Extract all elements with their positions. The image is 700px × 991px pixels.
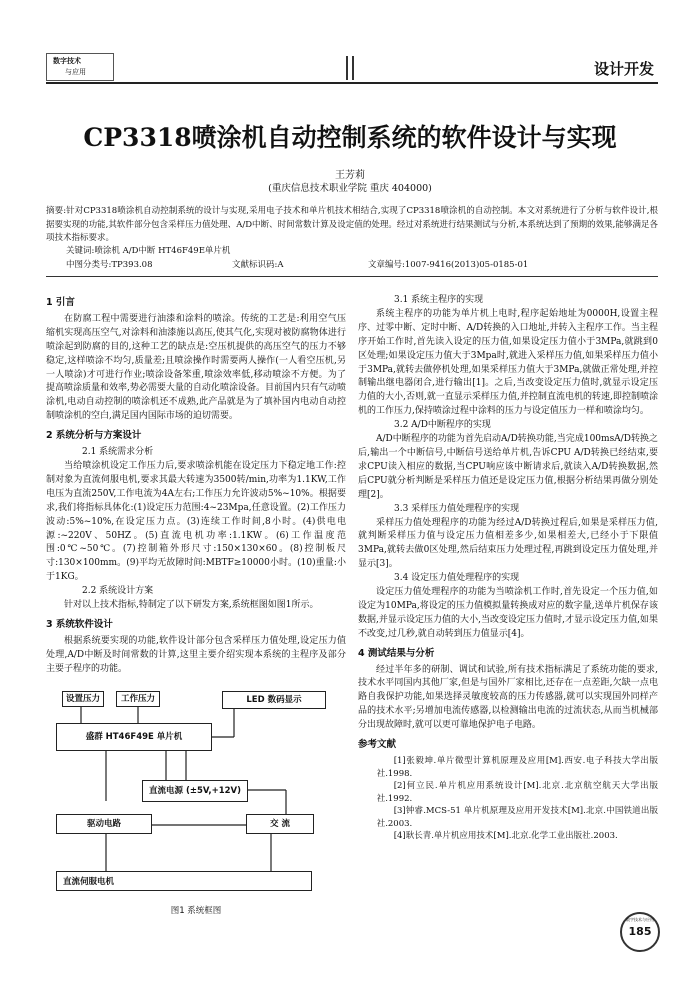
heading-analysis: 2 系统分析与方案设计 bbox=[46, 430, 142, 442]
para-software: 根据系统要实现的功能,软件设计部分包含采样压力值处理,设定压力值处理,A/D中断及时间常数的计算,这里主要介绍实现本系统的主程序及部分主要子程序的功能。 bbox=[46, 635, 346, 674]
abstract: 摘要:针对CP3318喷涂机自动控制系统的设计与实现,采用电子技术和单片机技术相结合,实现了CP3318喷涂机的自动控制。本文对系统进行了分析与软件设计,根据要实现的功能,其软件部分包含采样压力值处理、A/D中断、时间常数计算及设定值的处理。经过对系统进行结果测试与分析,本系统达到了预期的效果,能够满足各项技术指标要求。 bbox=[46, 206, 658, 243]
logo-line2: 与应用 bbox=[65, 68, 86, 76]
section-tag: 设计开发 bbox=[593, 60, 654, 78]
page-header bbox=[0, 0, 700, 92]
reference-item: [2]何立民.单片机应用系统设计[M].北京.北京航空航天大学出版社.1992. bbox=[376, 781, 658, 804]
heading-software: 3 系统软件设计 bbox=[46, 618, 113, 630]
heading-design: 2.2 系统设计方案 bbox=[82, 586, 154, 597]
servo-motor-box: 直流伺服电机 bbox=[56, 871, 312, 891]
para-requirements: 当给喷涂机设定工作压力后,要求喷涂机能在设定压力下稳定地工作:控制对象为直流伺服电机,要求其最大转速为3500转/min,功率为1.1KW,工作电压为直流250V,工作电流为4A左右;工作压力允许波动5%~10%。根据要求,我们将指标具体化:(1)设定压力范围:4~23Mpa,任意设置。(2)工作压力波动:5%~10%,在设定压力点。(3)连续工作时间,8小时。(4)供电电源:~220V、50HZ。(5)直流电机功率:1.1KW。(6)工作温度范围:0℃~50℃。(7)控制箱外形尺寸:150×130×60。(8)控制板尺寸:130×100mm。(9)平均无故障时间:MBTF≥10000小时。(10)重量:小于1KG。 bbox=[46, 460, 346, 583]
page-number-seal bbox=[620, 912, 660, 952]
journal-logo bbox=[46, 53, 114, 81]
page-number: 185 bbox=[628, 925, 652, 938]
header-divider bbox=[352, 56, 354, 80]
heading-requirements: 2.1 系统需求分析 bbox=[82, 447, 154, 458]
heading-references: 参考文献 bbox=[358, 739, 397, 751]
header-rule bbox=[46, 82, 658, 84]
keywords: 关键词:喷涂机 A/D中断 HT46F49E单片机 bbox=[66, 246, 231, 256]
seal-text: 数字技术与应用 bbox=[626, 917, 654, 922]
author: 王芳莉 bbox=[335, 170, 365, 181]
para-set-pressure: 设定压力值处理程序的功能为当喷涂机工作时,首先设定一个压力值,如设定为10MPa,将设定的压力值模拟量转换成对应的数字量,送单片机保存该数据,并显示设定压力值的大小,当改变设定压力值时,才显示设定压力值,如果不改变,过几秒,就自动转到压力值显示[4]。 bbox=[358, 587, 658, 639]
drive-circuit-box: 驱动电路 bbox=[56, 814, 152, 834]
heading-intro: 1 引言 bbox=[46, 297, 75, 308]
affiliation: (重庆信息技术职业学院 重庆 404000) bbox=[268, 183, 432, 194]
figure-caption: 图1 系统框图 bbox=[170, 905, 222, 916]
heading-test: 4 测试结果与分析 bbox=[358, 647, 435, 659]
heading-set-pressure: 3.4 设定压力值处理程序的实现 bbox=[394, 573, 520, 584]
article-number: 文章编号:1007-9416(2013)05-0185-01 bbox=[368, 260, 529, 270]
article-title: CP3318喷涂机自动控制系统的软件设计与实现 bbox=[83, 123, 617, 152]
header-divider bbox=[346, 56, 348, 80]
para-sample-pressure: 采样压力值处理程序的功能为经过A/D转换过程后,如果是采样压力值,就判断采样压力值与设定压力值相差多少,如果相差大,已经小于下限值3MPa,就转去做0区处理,然后结束压力处理过程,再跳到设定压力值处理,并显示[3]。 bbox=[358, 517, 658, 570]
heading-ad-interrupt: 3.2 A/D中断程序的实现 bbox=[394, 420, 491, 431]
logo-line1: 数字技术 bbox=[53, 56, 81, 65]
reference-item: [4]耿长青.单片机应用技术[M].北京.化学工业出版社.2003. bbox=[393, 831, 618, 841]
abstract-divider bbox=[46, 276, 658, 277]
para-design: 针对以上技术指标,特制定了以下研发方案,系统框图如图1所示。 bbox=[64, 600, 319, 611]
doc-code: 文献标识码:A bbox=[232, 260, 284, 270]
para-ad-interrupt: A/D中断程序的功能为首先启动A/D转换功能,当完成100msA/D转换之后,输出一个中断信号,中断信号送给单片机,告诉CPU A/D转换已经结束,要求CPU读入相应的数据,当CPU响应该中断请求后,就读入A/D转换数据,然后CPU就分析判断是采样压力值还是设定压力值,根据分析结果再做分别处理[2]。 bbox=[358, 434, 658, 500]
heading-main-program: 3.1 系统主程序的实现 bbox=[394, 295, 484, 305]
reference-item: [3]钟睿.MCS-51 单片机原理及应用开发技术[M].北京.中国铁道出版社.2003. bbox=[376, 806, 658, 829]
clc-number: 中图分类号:TP393.08 bbox=[66, 260, 153, 270]
system-block-diagram bbox=[46, 683, 336, 903]
dc-power-box: 直流电源 (±5V,+12V) bbox=[142, 780, 248, 802]
set-pressure-box: 设置压力 bbox=[62, 691, 104, 707]
para-intro: 在防腐工程中需要进行油漆和涂料的喷涂。传统的工艺是:利用空气压缩机实现高压空气,对涂料和油漆施以高压,使其气化,实现对被防腐物体进行喷涂起到防腐的目的,这种工艺的缺点是:空压机提供的高压空气的压力不够稳定,这样喷涂不均匀,质量差;且喷涂操作时需要两人操作(一人看空压机,另一人喷涂)才可进行作业;喷涂设备笨重,喷涂效率低,移动喷涂不方便。为了提高喷涂质量和效率,势必需要大量的自动化喷涂设备。目前国内只有气动喷涂机,电动自动控制的喷涂机还不成熟,此产品就是为了填补国内电动自动控制喷涂机的空白,满足国内国际市场的迫切需要。 bbox=[46, 313, 346, 422]
right-column bbox=[358, 294, 658, 843]
para-test: 经过半年多的研制、调试和试验,所有技术指标满足了系统功能的要求,技术水平同国内其他厂家,但是与国外厂家相比,还存在一点差距,欠缺一点电路自我保护功能,如果选择灵敏度较高的压力传感器,就可以实现国外同样产品的技术水平;另增加电流传感器,以检测输出电流的过流状态,从而当机械部分出现故障时,就可以更可靠地保护电子电路。 bbox=[358, 664, 658, 731]
mcu-box: 盛群 HT46F49E 单片机 bbox=[56, 723, 212, 751]
heading-sample-pressure: 3.3 采样压力值处理程序的实现 bbox=[394, 503, 520, 514]
left-column bbox=[46, 291, 346, 918]
para-main-program: 系统主程序的功能为单片机上电时,程序起始地址为0000H,设置主程序、过零中断、定时中断、A/D转换的入口地址,并转入主程序工作。当主程序开始工作时,首先读入设定的压力值,如果设定压力值小于3MPa,就跳到0区处理;如果设定压力值大于3Mpa时,就进入采样压力值,如果采样压力值小于3MPa,就转去做停机处理,如果采样压力值大于3MPa,就做正常处理,并控制输出继电器闭合,进行输出[1]。之后,当改变设定压力值时,就显示设定压力值的大小,否则,就一直显示采样压力值,并控制直流电机的转速,即控制喷涂机的工作压力,保持喷涂过程中涂料的压力与设定值压力一样和喷涂均匀。 bbox=[358, 308, 658, 417]
led-display-box: LED 数码显示 bbox=[222, 691, 326, 709]
work-pressure-box: 工作压力 bbox=[116, 691, 160, 707]
ac-box: 交 流 bbox=[246, 814, 314, 834]
reference-item: [1]张毅坤.单片微型计算机原理及应用[M].西安.电子科技大学出版社.1998. bbox=[376, 756, 658, 779]
